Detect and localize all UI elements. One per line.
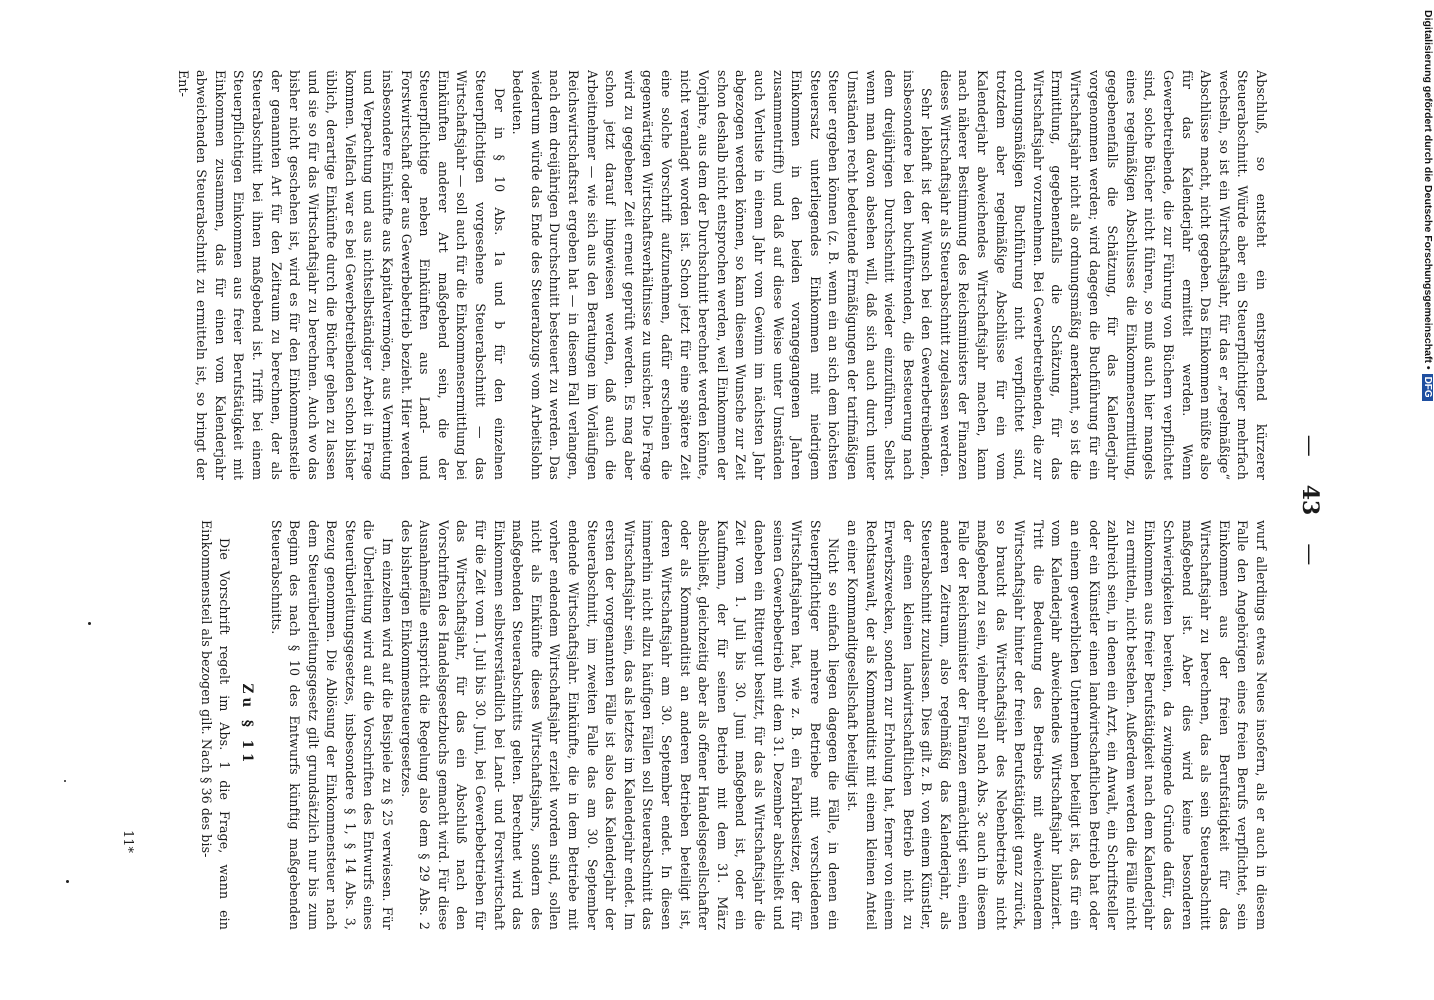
printer-signature: 11* xyxy=(120,830,135,854)
credit-text: Digitalisierung gefördert durch die Deutsche Forschungsgemeinschaft • xyxy=(1422,10,1434,370)
right-paragraph-1: wurf allerdings etwas Neues insofern, als er auch in diesem Falle den Angehörigen eines freien Berufs verpflichtet, sein Einkommen aus der freien Berufstätigkeit für das Wirtschaftsjahr zu berechnen, das als sein Steuerabschnitt maßgebend ist. Aber dies wird keine besonderen Schwierigkeiten bereiten, da zwingende Gründe dafür, das Einkommen aus freier Berufstätigkeit nach dem Kalenderjahr zu ermitteln, nicht bestehen. Außerdem werden die Fälle nicht zahlreich sein, in denen ein Arzt, ein Anwalt, ein Schriftsteller oder ein Künstler einen landwirtschaftlichen Betrieb hat oder an einem gewerblichen Unternehmen beteiligt ist, das für ein vom Kalenderjahr abweichendes Wirtschaftsjahr bilanziert. Tritt die Bedeutung des Betriebs mit abweichendem Wirtschaftsjahr hinter der freien Berufstätigkeit ganz zurück, so braucht das Wirtschaftsjahr des Nebenbetriebs nicht maßgebend zu sein, vielmehr soll nach Abs. 3c auch in diesem Falle der Reichsminister der Finanzen ermächtigt sein, einen anderen Zeitraum, also regelmäßig das Kalenderjahr, als Steuerabschnitt zuzulassen. Dies gilt z. B. von einem Künstler, der einen kleinen landwirtschaftlichen Betrieb nicht zu Erwerbszwecken, sondern zur Erholung hat, ferner von einem Rechtsanwalt, der als Kommanditist mit einem kleinen Anteil an einer Kommanditgesellschaft beteiligt ist. xyxy=(844,520,1269,930)
digitization-credit xyxy=(1418,10,1434,990)
header-dash-right: — xyxy=(1297,543,1323,566)
left-column xyxy=(130,70,1270,480)
right-paragraph-2: Nicht so einfach liegen dagegen die Fälle, in denen ein Steuerpflichtiger mehrere Betriebe mit verschiedenen Wirtschaftsjahren hat, wie z. B. ein Fabrikbesitzer, der für seinen Gewerbebetrieb mit dem 31. Dezember abschließt und daneben ein Rittergut besitzt, für das als Wirtschaftsjahr die Zeit vom 1. Juli bis 30. Juni maßgebend ist, oder ein Kaufmann, der für seinen Betrieb mit dem 31. März abschließt, gleichzeitig aber als offener Handelsgesellschafter oder als Kommanditist an anderen Betrieben beteiligt ist, deren Wirtschaftsjahr am 30. September endet. In diesen immerhin nicht allzu häufigen Fällen soll Steuerabschnitt das Wirtschaftsjahr sein, das als letztes im Kalenderjahr endet. Im ersten der vorgenannten Fälle ist also das Kalenderjahr der Steuerabschnitt, im zweiten Falle das am 30. September endende Wirtschaftsjahr. Einkünfte, die in dem Betriebe mit vorher endendem Wirtschaftsjahr erzielt worden sind, sollen nicht als Einkünfte dieses Wirtschaftsjahrs, sondern des maßgebenden Steuerabschnitts gelten. Berechnet wird das Einkommen selbstverständlich bei Land- und Forstwirtschaft für die Zeit vom 1. Juli bis 30. Juni, bei Gewerbebetrieben für das Wirtschaftsjahr, für das ein Abschluß nach den Vorschriften des Handelsgesetzbuchs gemacht wird. Für diese Ausnahmefälle entspricht die Regelung also dem § 29 Abs. 2 des bisherigen Einkommensteuergesetzes. xyxy=(398,520,842,930)
page-header xyxy=(1280,70,1340,930)
section-heading: Zu § 11 xyxy=(238,683,255,767)
right-paragraph-4: Die Vorschrift regelt im Abs. 1 die Frage, wann ein Einkommensteil als bezogen gilt. Nach § 36 des bis- xyxy=(198,520,233,930)
document-page xyxy=(100,70,1340,930)
dfg-logo: DFG xyxy=(1422,374,1433,401)
page-number: 43 xyxy=(1297,484,1323,516)
left-paragraph-2: Sehr lebhaft ist der Wunsch bei den Gewerbetreibenden, insbesondere bei den buchführenden, die Besteuerung nach dem dreijährigen Durchschnitt wieder einzuführen. Selbst wenn man davon absehen will, daß sich auch durch unter Umständen recht bedeutende Ermäßigungen der tarifmäßigen Steuer ergeben können (z. B. wenn ein an sich dem höchsten Steuersatz unterliegendes Einkommen mit niedrigem Einkommen in den beiden vorangegangenen Jahren zusammentrifft) und daß auf diese Weise unter Umständen auch Verluste in einem Jahr vom Gewinn im nächsten Jahr abgezogen werden können, so kann diesem Wunsche zur Zeit schon deshalb nicht entsprochen werden, weil Einkommen der Vorjahre, aus dem der Durchschnitt berechnet werden könnte, nicht veranlagt worden ist. Schon jetzt für eine spätere Zeit eine solche Vorschrift aufzunehmen, dafür erscheinen die gegenwärtigen Wirtschaftsverhältnisse zu unsicher. Die Frage wird zu gegebener Zeit erneut geprüft werden. Es mag aber schon jetzt darauf hingewiesen werden, daß auch die Arbeitnehmer — wie sich aus den Beratungen im Vorläufigen Reichswirtschaftsrat ergeben hat — in diesem Fall verlangen, nach dem dreijährigen Durchschnitt besteuert zu werden. Das wiederum würde das Ende des Steuerabzugs vom Arbeitslohn bedeuten. xyxy=(510,70,935,480)
left-paragraph-3: Der in § 10 Abs. 1a und b für den einzelnen Steuerpflichtigen vorgesehene Steuerabschnitt — das Wirtschaftsjahr — soll auch für die Einkommensermittlung bei Einkünften anderer Art maßgebend sein, die der Steuerpflichtige neben Einkünften aus Land- und Forstwirtschaft oder aus Gewerbebetrieb bezieht. Hier werden insbesondere Einkünfte aus Kapitalvermögen, aus Vermietung und Verpachtung und aus nichtselbständiger Arbeit in Frage kommen. Vielfach war es bei Gewerbetreibenden schon bisher üblich, derartige Einkünfte durch die Bücher gehen zu lassen und sie so für das Wirtschaftsjahr zu berechnen. Auch wo das bisher nicht geschehen ist, wird es für den Einkommensteile der genannten Art für den Zeitraum zu berechnen, der als Steuerabschnitt bei ihnen maßgebend ist. Trifft bei einem Steuerpflichtigen Einkommen aus freier Berufstätigkeit mit Einkommen zusammen, das für einen vom Kalenderjahr abweichenden Steuerabschnitt zu ermitteln ist, so bringt der Ent- xyxy=(175,70,507,480)
right-paragraph-3: Im einzelnen wird auf die Beispiele zu § 25 verwiesen. Für die Überleitung wird auf die Vorschriften des Entwurfs eines Steuerüberleitungsgesetzes, insbesondere § 1, § 14 Abs. 3, Bezug genommen. Die Ablösung der Einkommensteuer nach dem Steuerüberleitungsgesetz gilt grundsätzlich nur bis zum Beginn des nach § 10 des Entwurfs künftig maßgebenden Steuerabschnitts. xyxy=(268,520,396,930)
header-dash-left: — xyxy=(1297,434,1323,457)
left-paragraph-1: Abschluß, so entsteht ein entsprechend kürzerer Steuerabschnitt. Würde aber ein Steuerpflichtiger mehrfach wechseln, so ist ein Wirtschaftsjahr, für das er „regelmäßige“ Abschlüsse macht, nicht gegeben. Das Einkommen müßte also für das Kalenderjahr ermittelt werden. Wenn Gewerbetreibende, die zur Führung von Büchern verpflichtet sind, solche Bücher nicht führen, so muß auch hier mangels eines regelmäßigen Abschlusses die Einkommensermittlung, gegebenenfalls die Schätzung, für das Kalenderjahr vorgenommen werden; wird dagegen die Buchführung für ein Wirtschaftsjahr nicht als ordnungsmäßig anerkannt, so ist die Ermittlung, gegebenenfalls die Schätzung, für das Wirtschaftsjahr vorzunehmen. Bei Gewerbetreibenden, die zur ordnungsmäßigen Buchführung nicht verpflichtet sind, trotzdem aber regelmäßige Abschlüsse für ein vom Kalenderjahr abweichendes Wirtschaftsjahr machen, kann nach näherer Bestimmung des Reichsministers der Finanzen dieses Wirtschaftsjahr als Steuerabschnitt zugelassen werden. xyxy=(937,70,1269,480)
right-column xyxy=(130,520,1270,930)
